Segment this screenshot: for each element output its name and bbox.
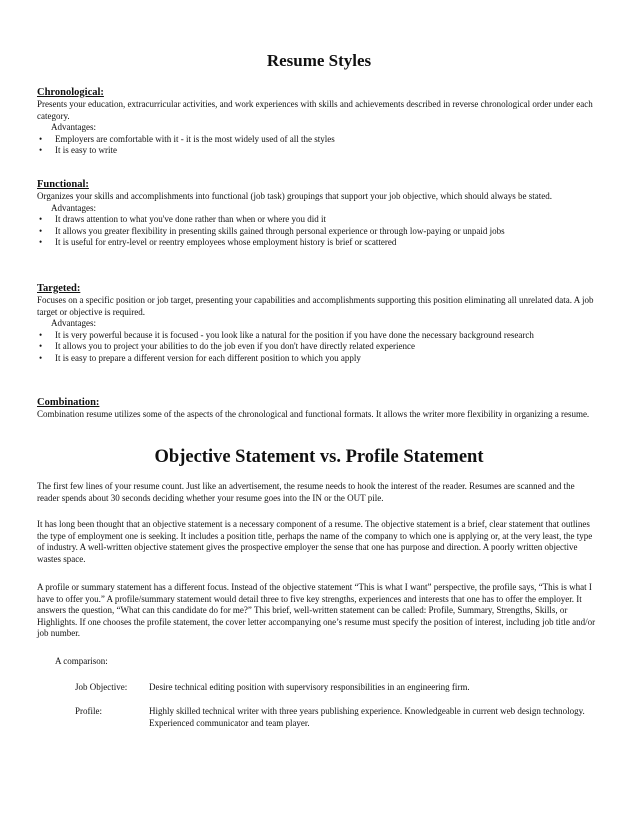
advantage-item: • It is easy to write [37, 145, 603, 157]
advantages-label: Advantages: [51, 202, 96, 213]
advantage-item: • Employers are comfortable with it - it is the most widely used of all the styles [37, 134, 603, 146]
advantages-label: Advantages: [51, 318, 96, 329]
advantages-list [37, 134, 603, 157]
section-description: Organizes your skills and accomplishments into functional (job task) groupings that support your job objective, which should always be stated. [37, 191, 552, 201]
advantage-item: • It allows you greater flexibility in presenting skills gained through personal experience or through low-paying or unpaid jobs [37, 226, 603, 238]
section-description: Focuses on a specific position or job target, presenting your capabilities and accomplishments supporting this position eliminating all unrelated data. A job target or objective is required. [37, 295, 594, 317]
advantage-item: • It is very powerful because it is focused - you look like a natural for the position if you have done the necessary background research [37, 330, 603, 342]
section-functional [37, 178, 603, 249]
section-targeted [37, 282, 603, 365]
comparison-key: Profile: [75, 706, 102, 716]
comparison-value: Highly skilled technical writer with three years publishing experience. Knowledgeable in current web design technology. Experienced communicator and team player. [149, 706, 585, 728]
advantage-item: • It draws attention to what you've done rather than when or where you did it [37, 214, 603, 226]
paragraph-intro: The first few lines of your resume count. Just like an advertisement, the resume needs to hook the interest of the reader. Resumes are scanned and the reader spends about 30 seconds deciding whether your resume goes into the IN or the OUT pile. [37, 481, 575, 503]
section-heading: Functional: [37, 179, 89, 190]
section-description: Presents your education, extracurricular activities, and work experiences with skills and achievements described in reverse chronological order under each category. [37, 99, 593, 121]
comparison-key: Job Objective: [75, 682, 128, 692]
advantage-item: • It is useful for entry-level or reentry employees whose employment history is brief or scattered [37, 237, 603, 249]
advantage-item: • It allows you to project your abilities to do the job even if you don't have directly related experience [37, 341, 603, 353]
advantages-list [37, 214, 603, 249]
section-chronological [37, 86, 603, 157]
section-heading: Targeted: [37, 283, 81, 294]
section-heading: Chronological: [37, 87, 104, 98]
section-description: Combination resume utilizes some of the aspects of the chronological and functional formats. It allows the writer more flexibility in organizing a resume. [37, 409, 590, 419]
advantage-item: • It is easy to prepare a different version for each different position to which you apply [37, 353, 603, 365]
paragraph-profile: A profile or summary statement has a different focus. Instead of the objective statement “This is what I want” perspective, the profile says, “This is what I have to offer you.” A profile/summary statement would detail three to five key strengths, experiences and interests that one has to offer the employer. It answers the question, “What can this candidate do for me?” This brief, well-written statement can be called: Profile, Summary, Strengths, Skills, or Highlights. If one chooses the profile statement, the cover letter accompanying one’s resume must specify the position of interest, including job title and/or job number. [37, 582, 596, 639]
objective-vs-profile-heading: Objective Statement vs. Profile Statement [154, 447, 484, 467]
page-title: Resume Styles [266, 51, 372, 70]
advantages-label: Advantages: [51, 122, 96, 133]
comparison-label: A comparison: [55, 656, 108, 666]
section-combination [37, 396, 603, 421]
advantages-list [37, 330, 603, 365]
paragraph-objective: It has long been thought that an objective statement is a necessary component of a resume. The objective statement is a brief, clear statement that outlines the type of employment one is seeking. It includes a position title, perhaps the name of the company to which one is applying or, at the very least, the type of industry. A well-written objective statement gives the prospective employer the sense that one has purpose and direction. A poorly written objective wastes space. [37, 519, 593, 564]
comparison-value: Desire technical editing position with supervisory responsibilities in an engineering firm. [149, 682, 470, 692]
section-heading: Combination: [37, 397, 100, 408]
